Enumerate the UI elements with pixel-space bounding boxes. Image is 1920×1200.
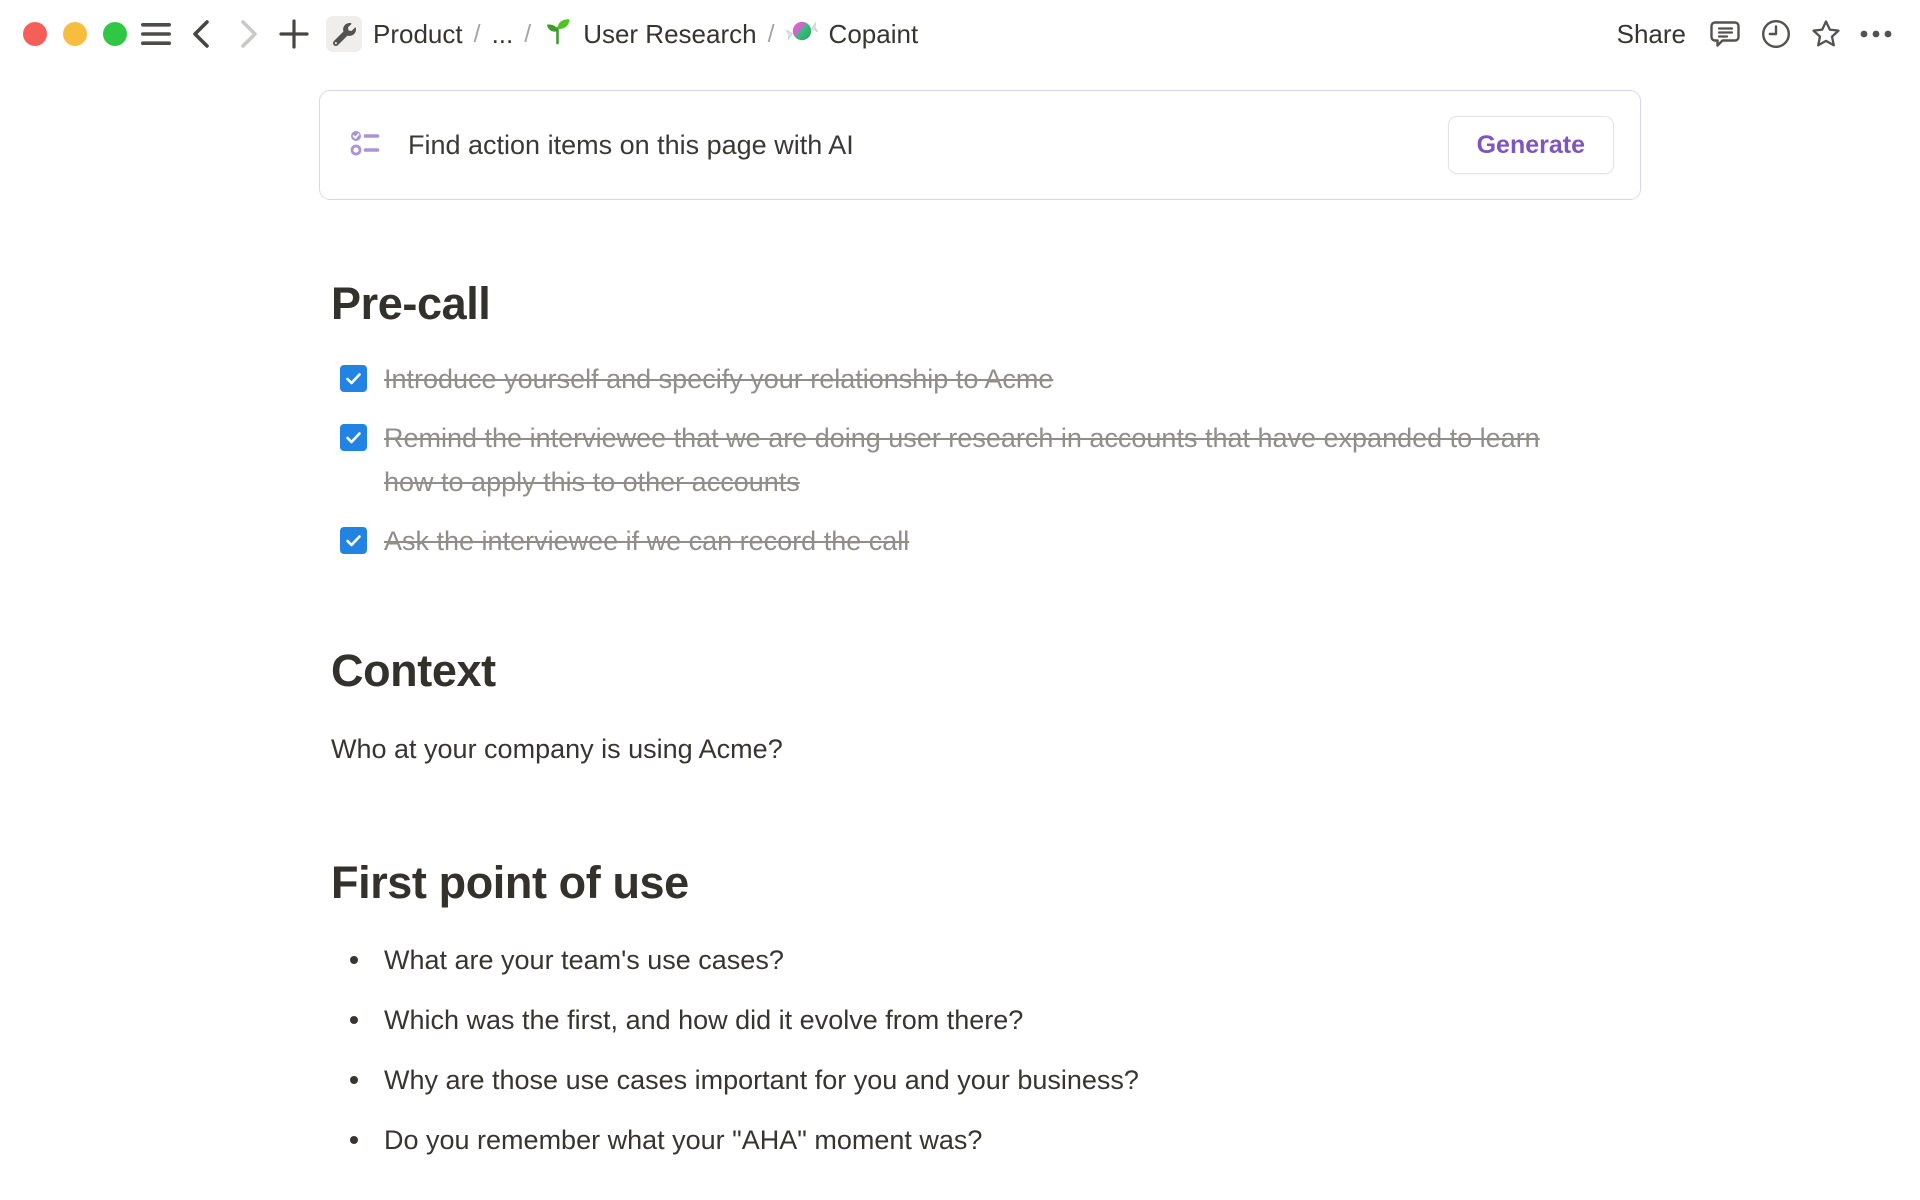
- breadcrumb-separator: /: [473, 19, 481, 48]
- minimize-window-button[interactable]: [63, 22, 87, 46]
- topbar-actions: [1609, 13, 1894, 56]
- favorite-star-icon[interactable]: [1808, 16, 1844, 52]
- todo-item: [331, 519, 1611, 563]
- bullet-dot: [350, 1136, 358, 1144]
- todo-item: [331, 416, 1611, 504]
- breadcrumb-item-product[interactable]: [318, 12, 471, 56]
- todo-text[interactable]: Ask the interviewee if we can record the call: [384, 526, 910, 556]
- bullet-text[interactable]: Why are those use cases important for you and your business?: [384, 1065, 1139, 1095]
- bullet-list: [331, 938, 1611, 1162]
- heading-context[interactable]: Context: [331, 645, 496, 696]
- window-controls: [23, 22, 127, 46]
- bullet-item: [331, 998, 1611, 1042]
- breadcrumb-separator: /: [524, 19, 532, 48]
- forward-chevron-icon[interactable]: [230, 16, 266, 52]
- ai-banner-text: Find action items on this page with AI: [408, 129, 854, 160]
- candy-icon: [786, 16, 818, 53]
- bullet-text[interactable]: What are your team's use cases?: [384, 945, 784, 975]
- bullet-text[interactable]: Which was the first, and how did it evolve from there?: [384, 1005, 1024, 1035]
- breadcrumb-separator: /: [767, 19, 775, 48]
- page-body: [319, 90, 1641, 1162]
- new-page-plus-icon[interactable]: [276, 16, 312, 52]
- bullet-text[interactable]: Do you remember what your "AHA" moment was?: [384, 1125, 983, 1155]
- bullet-dot: [350, 1016, 358, 1024]
- todo-list: [331, 357, 1611, 563]
- more-ellipsis-icon[interactable]: [1858, 16, 1894, 52]
- ai-action-items-banner: [319, 90, 1641, 200]
- share-button[interactable]: Share: [1609, 13, 1694, 56]
- todo-text[interactable]: Remind the interviewee that we are doing user research in accounts that have expanded to learn how to apply this to other accounts: [384, 423, 1540, 497]
- todo-checkbox-checked[interactable]: [340, 424, 367, 451]
- breadcrumb: [318, 12, 926, 57]
- bullet-dot: [350, 956, 358, 964]
- bullet-item: [331, 1118, 1611, 1162]
- sidebar-menu-icon[interactable]: [138, 16, 174, 52]
- close-window-button[interactable]: [23, 22, 47, 46]
- bullet-dot: [350, 1076, 358, 1084]
- heading-pre-call[interactable]: Pre-call: [331, 278, 491, 329]
- todo-item: [331, 357, 1611, 401]
- zoom-window-button[interactable]: [103, 22, 127, 46]
- seedling-icon: [542, 16, 572, 53]
- breadcrumb-ellipsis[interactable]: [484, 15, 522, 54]
- bullet-item: [331, 1058, 1611, 1102]
- ai-checklist-icon: [348, 126, 382, 165]
- breadcrumb-label: User Research: [583, 18, 757, 49]
- wrench-icon: [326, 16, 362, 52]
- heading-first-point-of-use[interactable]: First point of use: [331, 857, 689, 908]
- breadcrumb-label: ...: [491, 18, 514, 49]
- comments-icon[interactable]: [1708, 16, 1744, 52]
- breadcrumb-item-user-research[interactable]: [534, 12, 764, 57]
- generate-button[interactable]: Generate: [1448, 116, 1614, 174]
- bullet-item: [331, 938, 1611, 982]
- context-paragraph[interactable]: Who at your company is using Acme?: [331, 734, 783, 764]
- todo-text[interactable]: Introduce yourself and specify your relationship to Acme: [384, 364, 1054, 394]
- todo-checkbox-checked[interactable]: [340, 365, 367, 392]
- todo-checkbox-checked[interactable]: [340, 527, 367, 554]
- breadcrumb-label: Copaint: [828, 18, 919, 49]
- breadcrumb-item-copaint[interactable]: [778, 12, 927, 57]
- document-content: [331, 276, 1611, 1162]
- breadcrumb-label: Product: [373, 18, 463, 49]
- back-chevron-icon[interactable]: [184, 16, 220, 52]
- window-titlebar: [0, 0, 1920, 68]
- history-clock-icon[interactable]: [1758, 16, 1794, 52]
